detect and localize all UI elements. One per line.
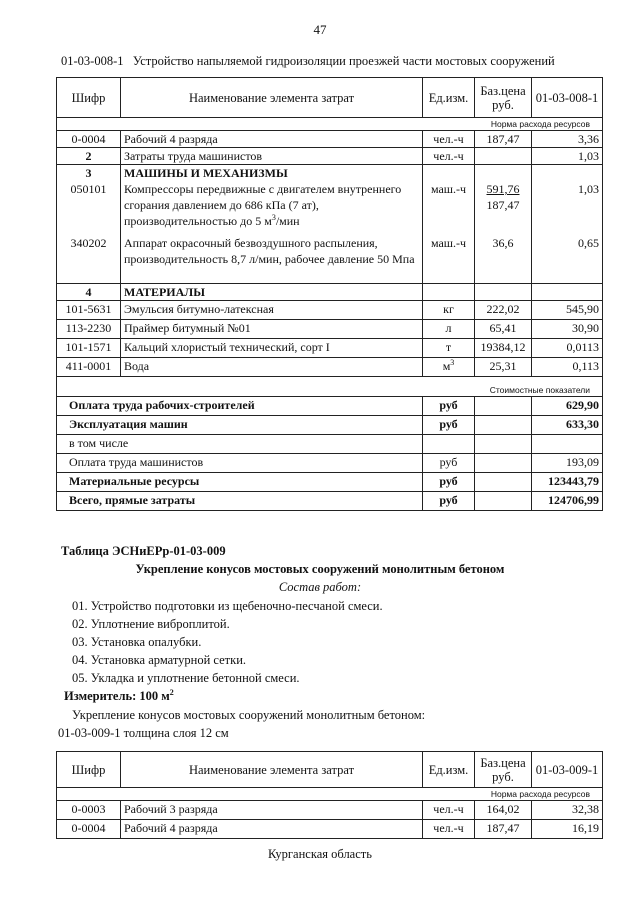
- cost-row: Материальные ресурсы руб 123443,79: [57, 472, 603, 491]
- row-name: Аппарат окрасочный безвоздушного распыления, производительность 8,7 л/мин, рабочее давление 50 Мпа: [121, 231, 423, 283]
- group-title: МАШИНЫ И МЕХАНИЗМЫ: [121, 165, 423, 182]
- meter: Измеритель: 100 $м^2$: [64, 687, 174, 703]
- header-name: Наименование элемента затрат: [121, 78, 423, 118]
- row-code: 340202: [57, 231, 121, 283]
- step-item: 03. Установка опалубки.: [72, 635, 202, 649]
- row-name: Компрессоры передвижные с двигателем внутреннего сгорания давлением до 686 кПа (7 ат), производительностью до 5 $м^3$/мин: [121, 181, 423, 231]
- row-norm: 1,03: [532, 148, 603, 165]
- section2-variant: 01-03-009-1 толщина слоя 12 см: [58, 726, 229, 740]
- cost-row: Оплата труда рабочих-строителей руб 629,90: [57, 396, 603, 415]
- step-item: 04. Установка арматурной сетки.: [72, 653, 247, 667]
- section2-subheading: Состав работ:: [278, 580, 362, 594]
- row-unit: маш.-ч: [423, 231, 475, 283]
- table-row: 411-0001 Вода $м^3$ 25,31 0,113: [57, 357, 603, 376]
- cost-row: в том числе: [57, 434, 603, 453]
- table-row: [57, 181, 603, 231]
- group-num: 3: [57, 165, 121, 182]
- row-norm: 0,65: [532, 231, 603, 283]
- table-row: 113-2230 Праймер битумный №01 л 65,41 30,90: [57, 319, 603, 338]
- table-row: 101-1571 Кальций хлористый технический, сорт I т 19384,12 0,0113: [57, 338, 603, 357]
- row-unit: чел.-ч: [423, 131, 475, 148]
- row-price: [475, 148, 532, 165]
- step-item: 02. Уплотнение виброплитой.: [72, 617, 230, 631]
- row-name: Рабочий 4 разряда: [121, 131, 423, 148]
- section2-heading: Укрепление конусов мостовых сооружений монолитным бетоном: [135, 562, 505, 576]
- table2-title: Таблица ЭСНиЕРр-01-03-009: [61, 544, 226, 558]
- table-row: [57, 148, 603, 165]
- group-num: 4: [57, 283, 121, 300]
- step-item: 05. Укладка и уплотнение бетонной смеси.: [72, 671, 300, 685]
- header-unit: Ед.изм.: [423, 752, 475, 788]
- resource-table-2: [56, 751, 603, 839]
- header-price: Баз.цена руб.: [475, 78, 532, 118]
- cost-row: Эксплуатация машин руб 633,30: [57, 415, 603, 434]
- row-norm: 3,36: [532, 131, 603, 148]
- row-unit: маш.-ч: [423, 181, 475, 231]
- norm-label: Норма расхода ресурсов: [57, 118, 603, 131]
- section1-title: [61, 54, 555, 69]
- norm-label-row: [57, 788, 603, 801]
- table-header: [57, 752, 603, 788]
- header-norm: 01-03-008-1: [532, 78, 603, 118]
- table-row: 101-5631 Эмульсия битумно-латексная кг 222,02 545,90: [57, 300, 603, 319]
- norm-label: Норма расхода ресурсов: [57, 788, 603, 801]
- cost-label: Стоимостные показатели: [57, 376, 603, 396]
- table-row: 0-0004 Рабочий 4 разряда чел.-ч 187,47 16,19: [57, 820, 603, 839]
- header-name: Наименование элемента затрат: [121, 752, 423, 788]
- row-price: 36,6: [475, 231, 532, 283]
- header-unit: Ед.изм.: [423, 78, 475, 118]
- section2-desc: Укрепление конусов мостовых сооружений монолитным бетоном:: [72, 708, 426, 722]
- norm-label-row: [57, 118, 603, 131]
- header-norm: 01-03-009-1: [532, 752, 603, 788]
- table-row: 0-0003 Рабочий 3 разряда чел.-ч 164,02 32,38: [57, 801, 603, 820]
- header-code: Шифр: [57, 752, 121, 788]
- section1-title-text: Устройство напыляемой гидроизоляции проезжей части мостовых сооружений: [132, 54, 555, 68]
- row-code: 0-0004: [57, 131, 121, 148]
- group-title: МАТЕРИАЛЫ: [121, 283, 423, 300]
- row-price: 591,76 187,47: [475, 181, 532, 231]
- section1-code: 01-03-008-1: [61, 54, 124, 68]
- row-norm: 1,03: [532, 181, 603, 231]
- group-header-machines: [57, 165, 603, 182]
- row-price: 187,47: [475, 131, 532, 148]
- header-code: Шифр: [57, 78, 121, 118]
- footer: Курганская область: [268, 847, 372, 861]
- row-code: 050101: [57, 181, 121, 231]
- step-item: 01. Устройство подготовки из щебеночно-песчаной смеси.: [72, 599, 383, 613]
- page-number: 47: [313, 22, 327, 37]
- group-header-materials: [57, 283, 603, 300]
- resource-table-1: [56, 77, 603, 511]
- cost-label-row: [57, 376, 603, 396]
- table-row: [57, 231, 603, 283]
- table-header: [57, 78, 603, 118]
- row-unit: чел.-ч: [423, 148, 475, 165]
- cost-row: Всего, прямые затраты руб 124706,99: [57, 491, 603, 510]
- header-price: Баз.цена руб.: [475, 752, 532, 788]
- table-row: [57, 131, 603, 148]
- row-code: 2: [57, 148, 121, 165]
- cost-row: Оплата труда машинистов руб 193,09: [57, 453, 603, 472]
- row-name: Затраты труда машинистов: [121, 148, 423, 165]
